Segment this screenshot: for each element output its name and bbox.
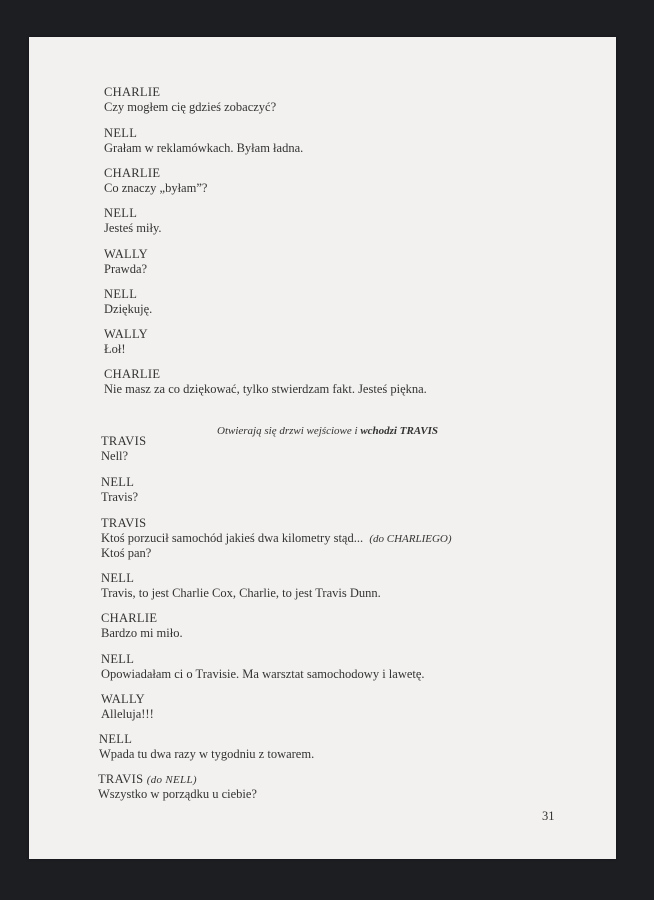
dialogue-text: Ktoś porzucił samochód jakieś dwa kilometry stąd... <box>101 531 364 545</box>
parenthetical: (do NELL) <box>146 774 197 786</box>
dialogue-line: Co znaczy „byłam”? <box>104 181 208 195</box>
speaker-name: NELL <box>104 126 138 140</box>
speaker-name: TRAVIS <box>101 434 147 448</box>
speaker-name: TRAVIS <box>101 516 147 530</box>
speaker-name: CHARLIE <box>104 166 161 180</box>
dialogue-line <box>101 531 452 547</box>
speaker-name: NELL <box>101 571 135 585</box>
speaker-name: WALLY <box>101 692 145 706</box>
speaker-name: NELL <box>104 206 138 220</box>
speaker-name: NELL <box>99 732 133 746</box>
dialogue-line: Wpada tu dwa razy w tygodniu z towarem. <box>99 747 315 761</box>
dialogue-line: Prawda? <box>104 262 148 276</box>
dialogue-line: Opowiadałam ci o Travisie. Ma warsztat samochodowy i lawetę. <box>101 667 425 681</box>
dialogue-line: Czy mogłem cię gdzieś zobaczyć? <box>104 100 277 114</box>
dialogue-line: Nell? <box>101 449 129 463</box>
dialogue-line: Nie masz za co dziękować, tylko stwierdzam fakt. Jesteś piękna. <box>104 382 427 396</box>
dialogue-line: Travis, to jest Charlie Cox, Charlie, to jest Travis Dunn. <box>101 586 381 600</box>
stage-direction-emphasis: wchodzi TRAVIS <box>360 425 439 437</box>
speaker-name: WALLY <box>104 247 148 261</box>
speaker-name <box>98 772 197 788</box>
speaker-name: CHARLIE <box>104 85 161 99</box>
parenthetical: (do CHARLIEGO) <box>369 533 452 545</box>
dialogue-line: Ktoś pan? <box>101 546 152 560</box>
dialogue-line: Travis? <box>101 490 139 504</box>
stage-direction-text: Otwierają się drzwi wejściowe i <box>217 425 361 437</box>
dialogue-line: Alleluja!!! <box>101 707 154 721</box>
dialogue-line: Grałam w reklamówkach. Byłam ładna. <box>104 141 304 155</box>
speaker-name: CHARLIE <box>104 367 161 381</box>
dialogue-line: Wszystko w porządku u ciebie? <box>98 787 257 801</box>
stage-direction <box>217 424 438 439</box>
dialogue-line: Łoł! <box>104 342 126 356</box>
speaker-name: CHARLIE <box>101 611 158 625</box>
speaker-text: TRAVIS <box>98 772 144 786</box>
speaker-name: WALLY <box>104 327 148 341</box>
speaker-name: NELL <box>101 475 135 489</box>
dialogue-line: Bardzo mi miło. <box>101 626 183 640</box>
dialogue-line: Jesteś miły. <box>104 221 162 235</box>
speaker-name: NELL <box>104 287 138 301</box>
speaker-name: NELL <box>101 652 135 666</box>
page-number: 31 <box>542 809 555 823</box>
script-page <box>29 37 616 859</box>
dialogue-line: Dziękuję. <box>104 302 153 316</box>
